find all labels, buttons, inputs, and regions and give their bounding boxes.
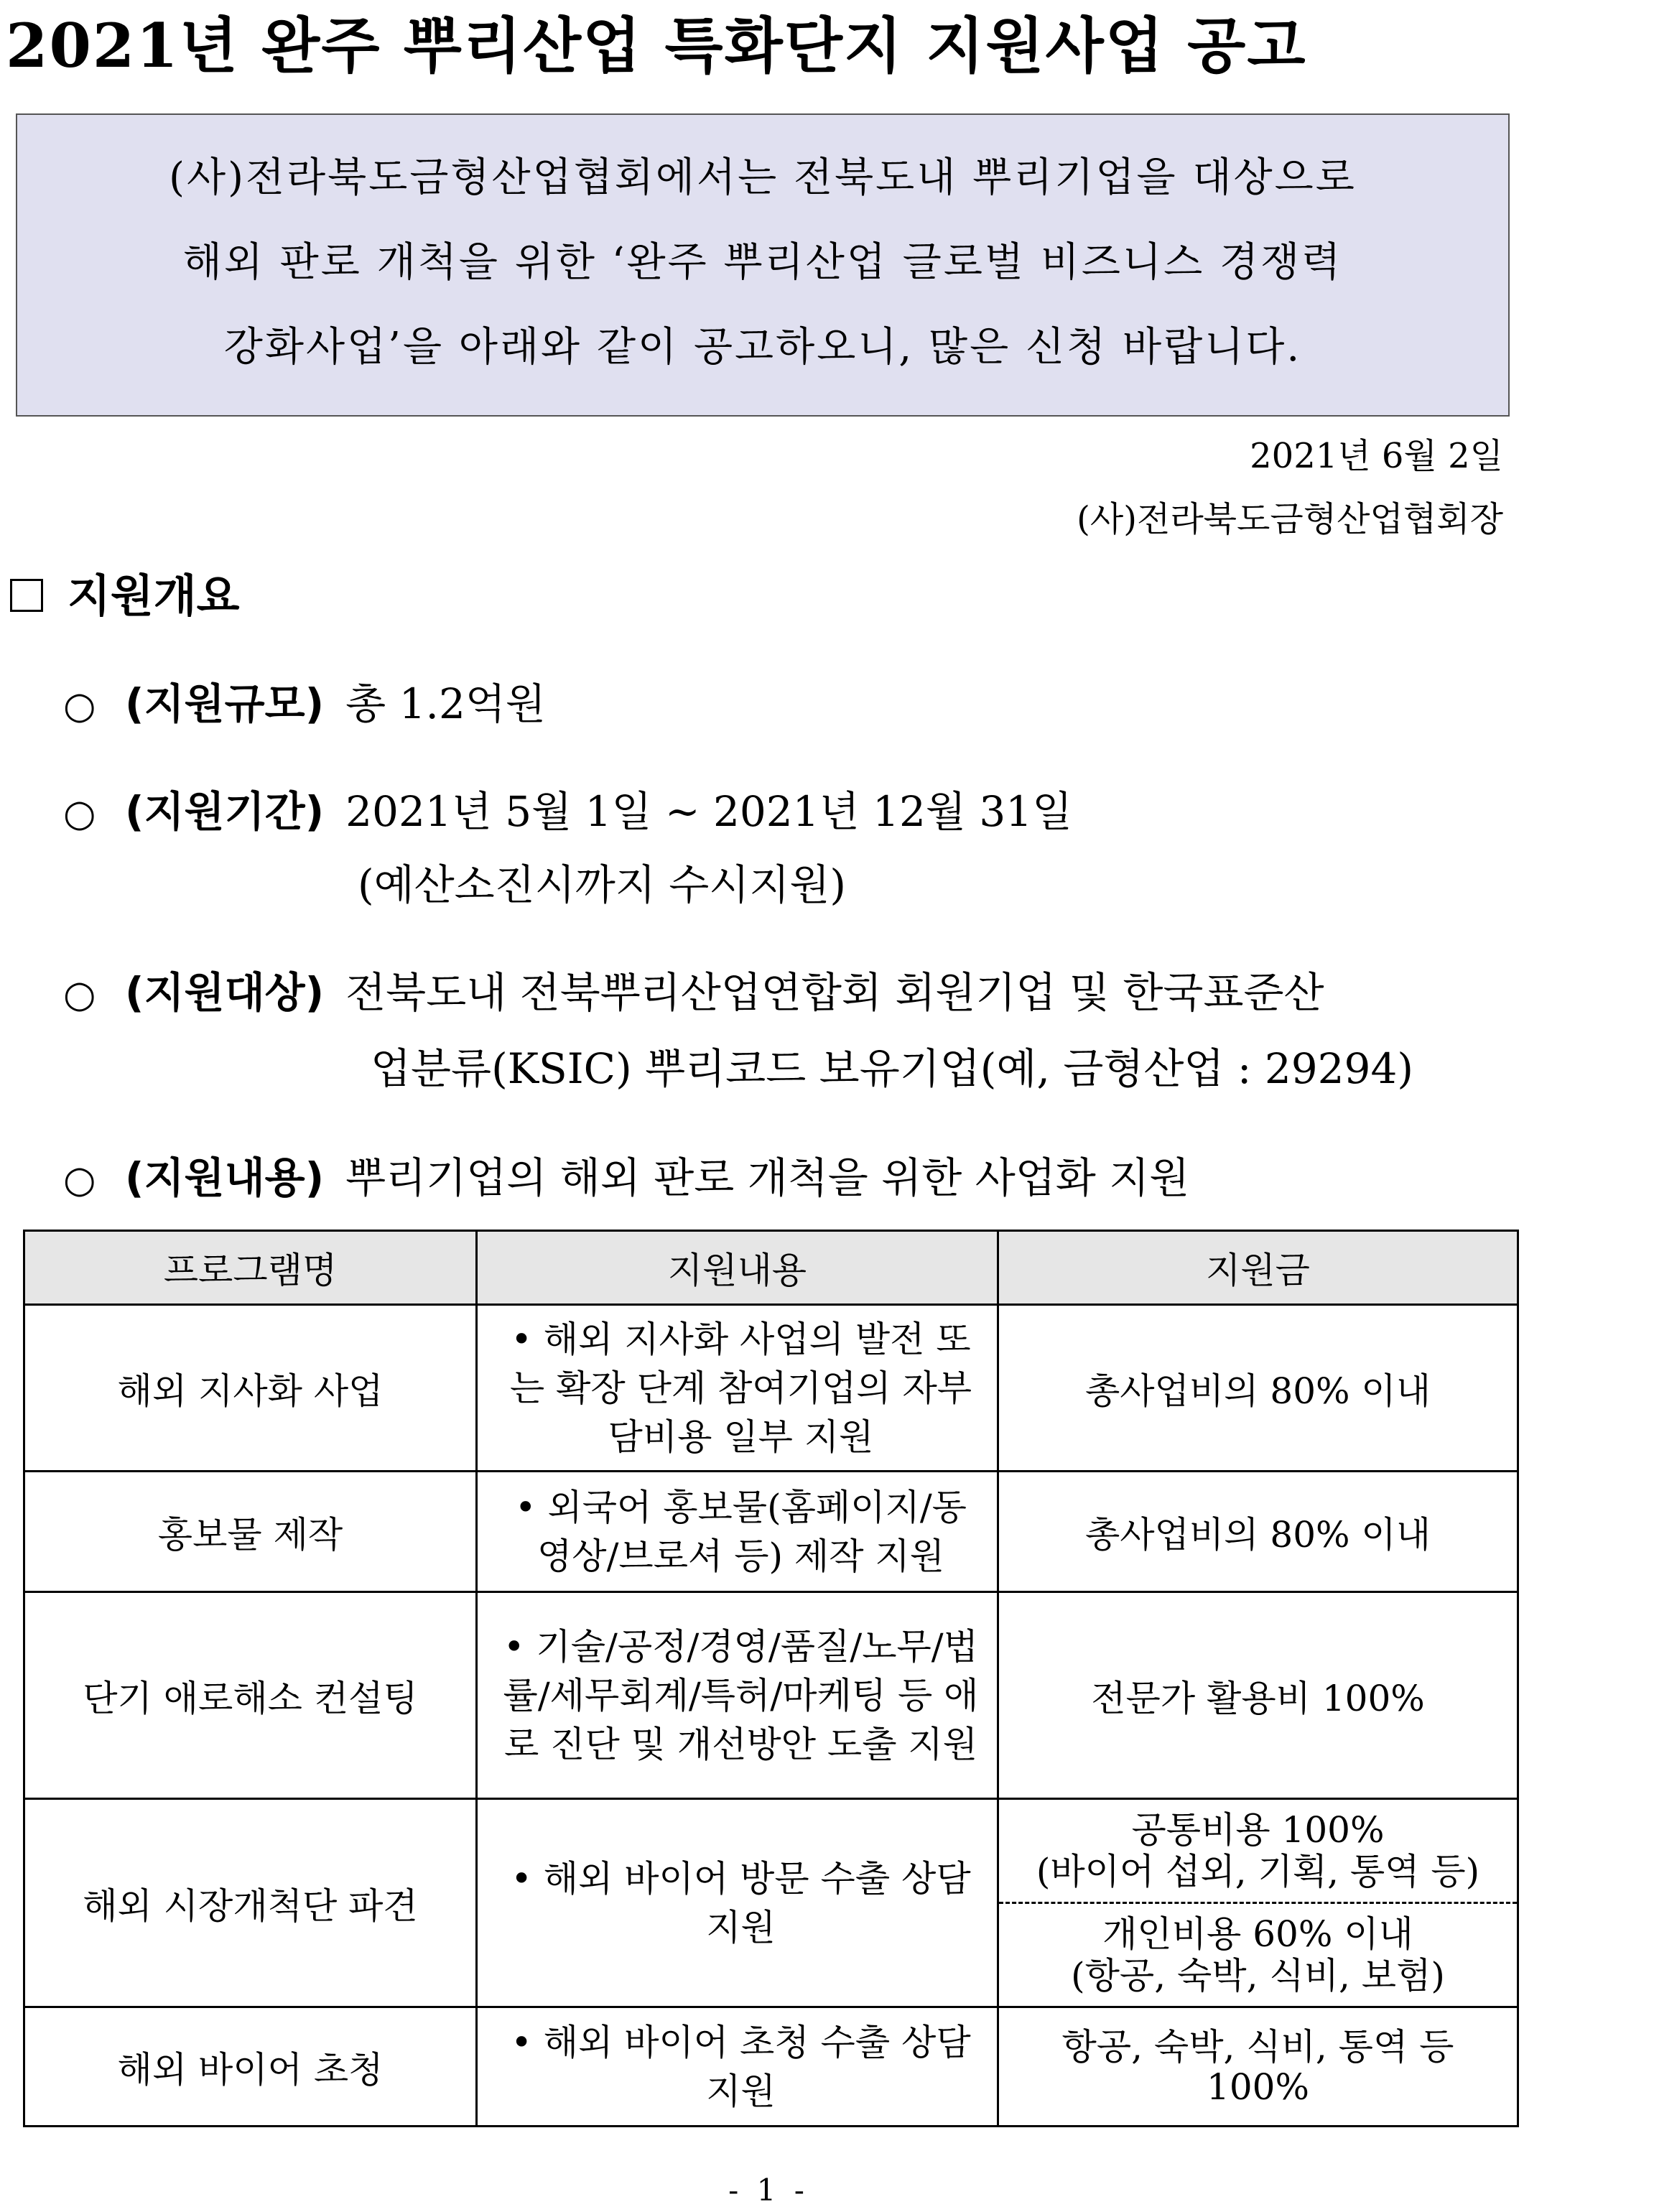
section-heading-text: 지원개요 [68,570,240,622]
program-funding: 총사업비의 80% 이내 [998,1305,1518,1472]
item-period [63,783,1072,842]
program-name: 해외 지사화 사업 [24,1305,477,1472]
program-content: • 해외 바이어 방문 수출 상담 지원 [477,1799,998,2007]
item-text: 총 1.2억원 [345,679,546,728]
circle-bullet-icon: ○ [63,1158,96,1202]
header-funding: 지원금 [998,1231,1518,1305]
program-content: • 기술/공정/경영/품질/노무/법률/세무회계/특허/마케팅 등 애로 진단 및 개선방안 도출 지원 [477,1592,998,1799]
item-label: (지원대상) [125,968,325,1017]
program-funding: 총사업비의 80% 이내 [998,1472,1518,1592]
item-label: (지원규모) [125,679,325,728]
funding-line-2: 100% [1207,2065,1309,2108]
program-funding: 전문가 활용비 100% [998,1592,1518,1799]
announcement-date: 2021년 6월 2일 [1250,436,1503,476]
page-number: - 1 - [728,2172,809,2208]
item-scale [63,675,546,735]
circle-bullet-icon: ○ [63,792,96,835]
item-target-continued: 업분류(KSIC) 뿌리코드 보유기업(예, 금형산업 : 29294) [371,1044,1413,1093]
circle-bullet-icon: ○ [63,684,96,728]
intro-line-3: 강화사업’을 아래와 같이 공고하오니, 많은 신청 바랍니다. [223,324,1302,371]
funding-common [999,1800,1517,1904]
item-label: (지원기간) [125,787,325,836]
intro-box [16,113,1510,417]
header-program: 프로그램명 [24,1231,477,1305]
section-heading [10,567,240,625]
item-period-note: (예산소진시까지 수시지원) [358,860,847,909]
program-funding-split [998,1799,1518,2007]
item-label: (지원내용) [125,1153,325,1202]
program-funding [998,2007,1518,2127]
circle-bullet-icon: ○ [63,973,96,1016]
table-row [24,1472,1518,1592]
table-row [24,2007,1518,2127]
item-content [63,1149,1189,1209]
checkbox-square-icon [10,579,43,612]
funding-line-1: 항공, 숙박, 식비, 통역 등 [1061,2025,1454,2068]
item-text: 2021년 5월 1일 ~ 2021년 12월 31일 [345,787,1073,836]
program-name: 단기 애로해소 컨설팅 [24,1592,477,1799]
program-table [23,1230,1519,2127]
organization-name: (사)전라북도금형산업협회장 [1077,499,1503,539]
item-text: 뿌리기업의 해외 판로 개척을 위한 사업화 지원 [345,1153,1190,1202]
funding-common-title: 공통비용 100% [1131,1809,1385,1851]
intro-line-2: 해외 판로 개척을 위한 ‘완주 뿌리산업 글로벌 비즈니스 경쟁력 [182,239,1343,286]
funding-individual-title: 개인비용 60% 이내 [1102,1913,1413,1955]
program-content: • 해외 바이어 초청 수출 상담 지원 [477,2007,998,2127]
funding-common-detail: (바이어 섭외, 기획, 통역 등) [1036,1851,1480,1892]
table-row [24,1592,1518,1799]
page-title: 2021년 완주 뿌리산업 특화단지 지원사업 공고 [6,10,1307,81]
intro-line-1: (사)전라북도금형산업협회에서는 전북도내 뿌리기업을 대상으로 [169,154,1357,201]
program-name: 홍보물 제작 [24,1472,477,1592]
header-content: 지원내용 [477,1231,998,1305]
program-content: • 해외 지사화 사업의 발전 또는 확장 단계 참여기업의 자부담비용 일부 지원 [477,1305,998,1472]
item-text: 전북도내 전북뿌리산업연합회 회원기업 및 한국표준산 [345,968,1324,1017]
program-content: • 외국어 홍보물(홈페이지/동영상/브로셔 등) 제작 지원 [477,1472,998,1592]
table-row [24,1305,1518,1472]
funding-individual-detail: (항공, 숙박, 식비, 보험) [1071,1955,1445,1997]
table-row [24,1799,1518,2007]
item-target [63,964,1324,1023]
program-name: 해외 바이어 초청 [24,2007,477,2127]
funding-individual [999,1904,1517,2006]
program-name: 해외 시장개척단 파견 [24,1799,477,2007]
table-header-row [24,1231,1518,1305]
